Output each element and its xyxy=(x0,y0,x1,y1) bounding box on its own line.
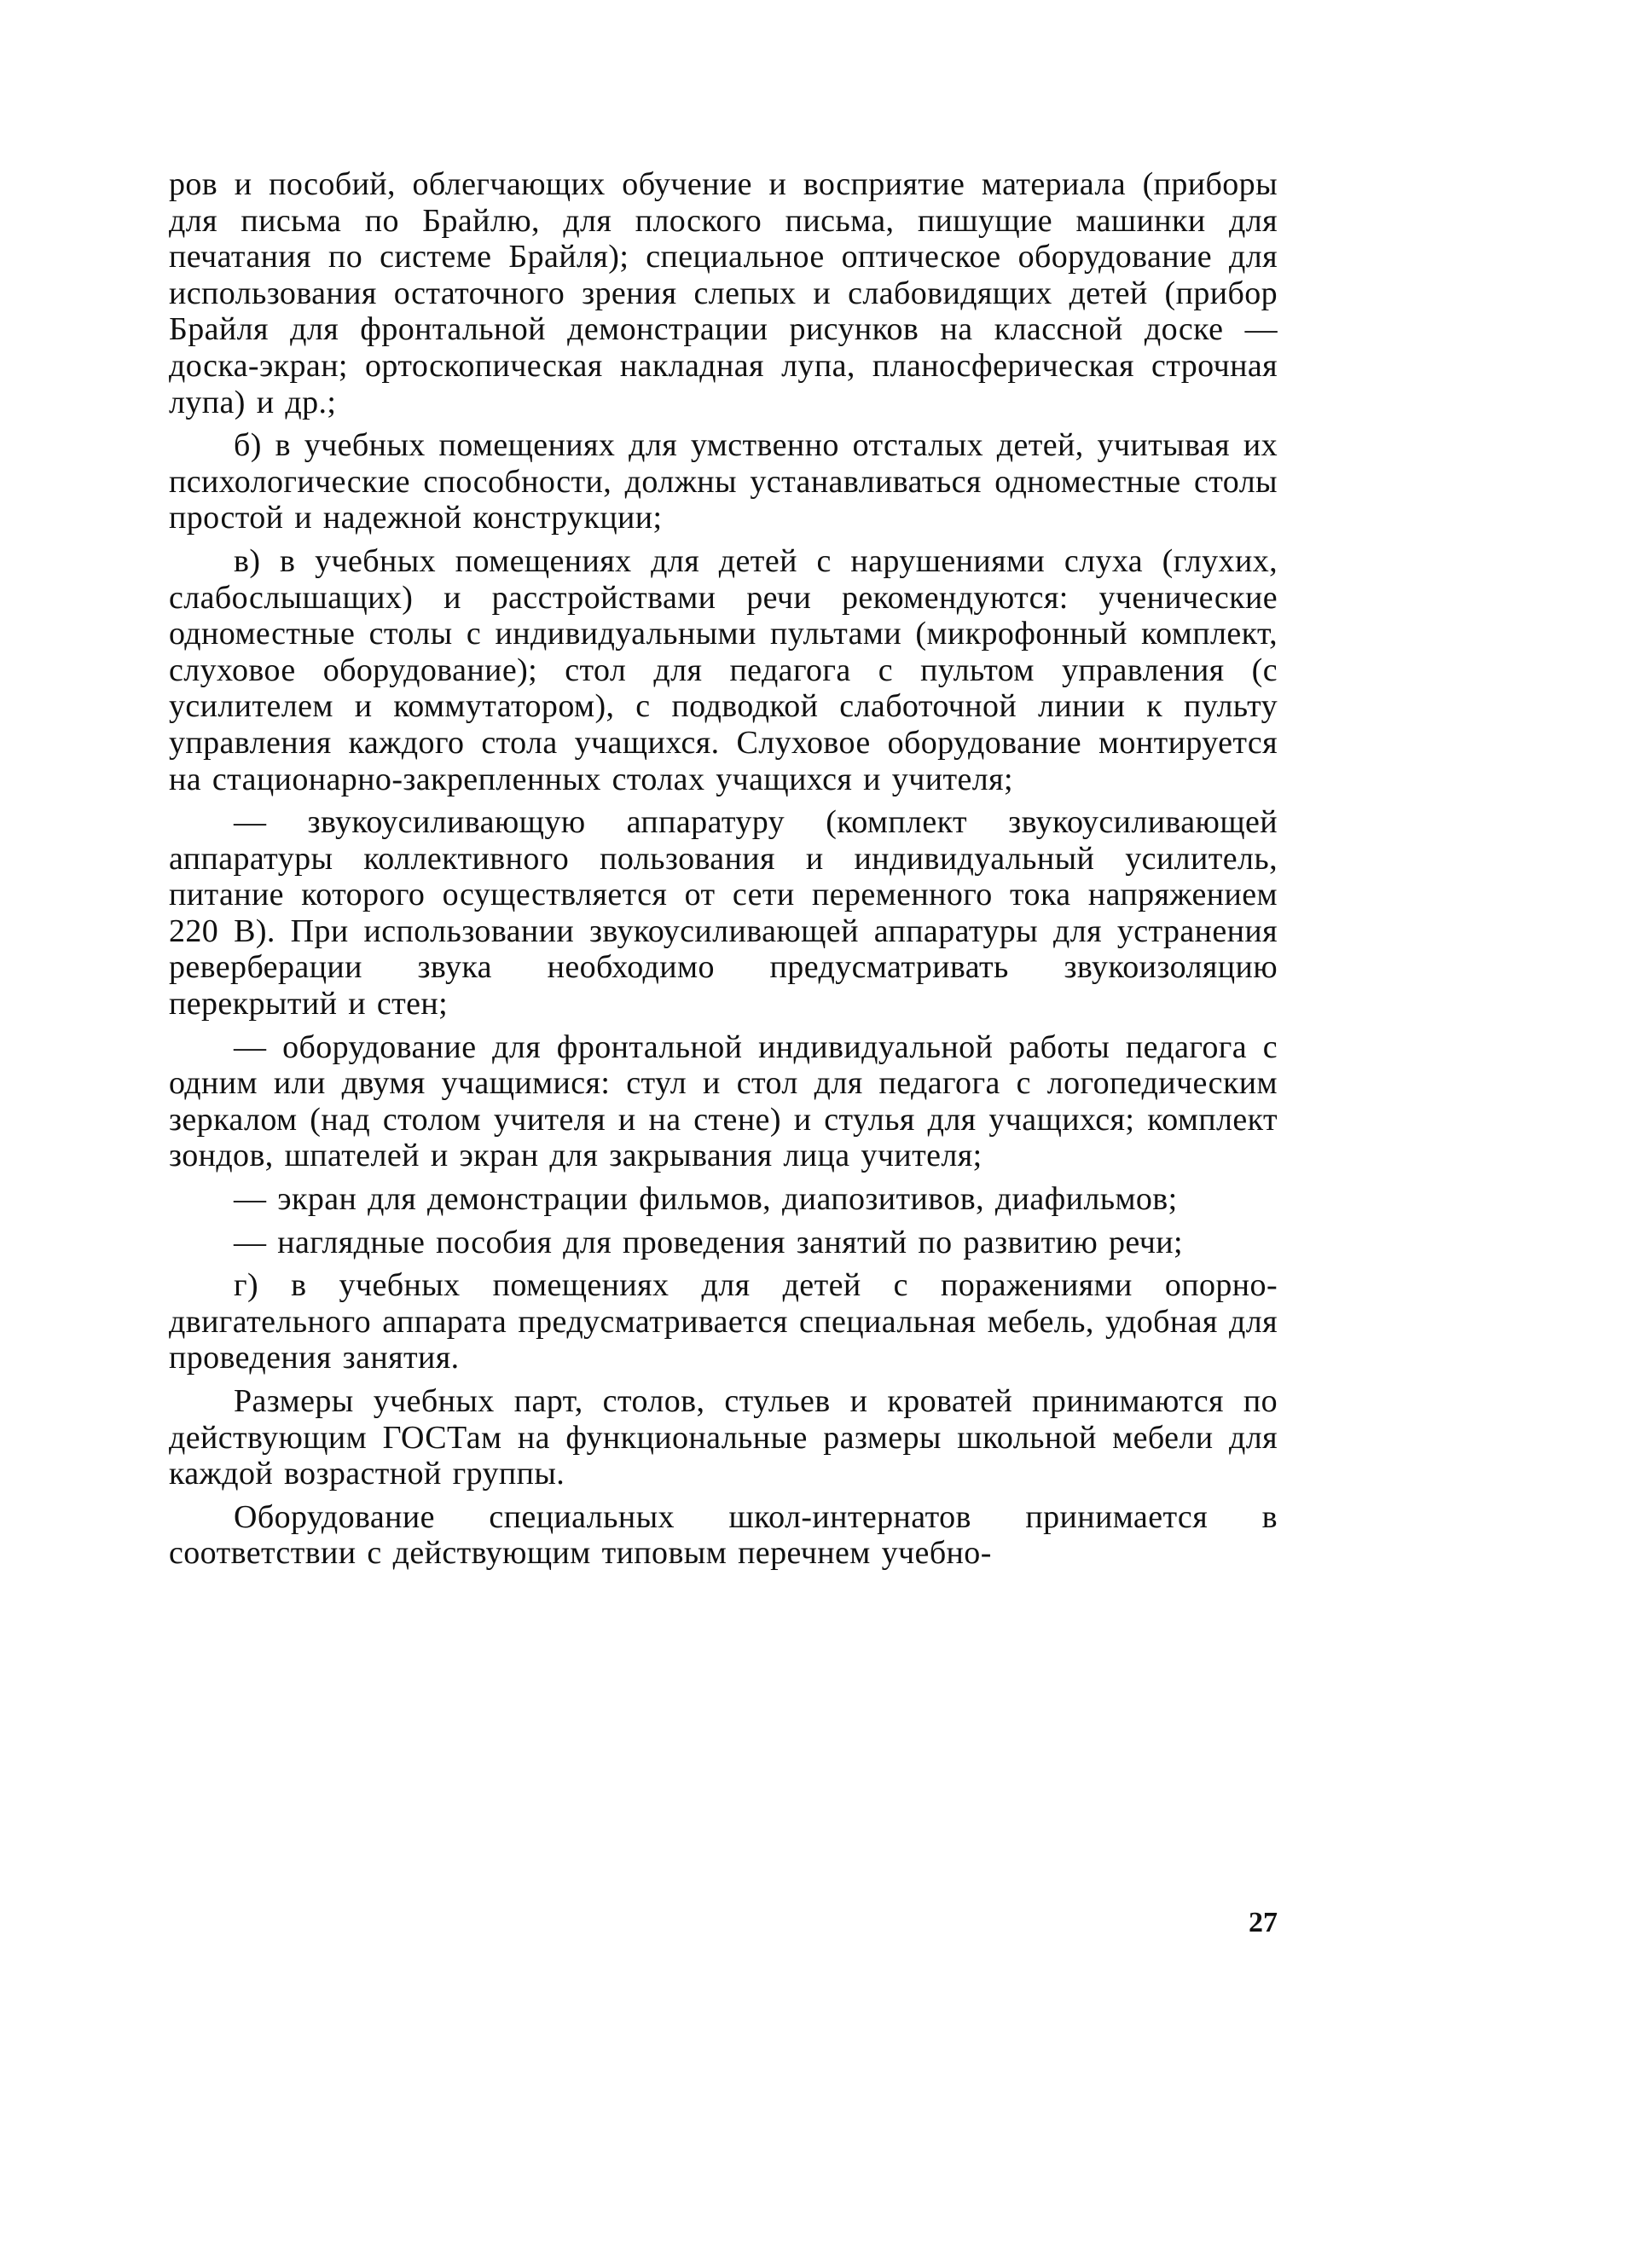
paragraph-film-screen: — экран для демонстрации фильмов, диапозитивов, диафильмов; xyxy=(234,1181,1178,1218)
paragraph-item-b: б) в учебных помещениях для умственно отсталых детей, учитывая их психологические способности, должны устанавливаться одноместные столы простой и надежной конструкции; xyxy=(169,427,1278,536)
paragraph-item-g: г) в учебных помещениях для детей с поражениями опорно-двигательного аппарата предусматривается специальная мебель, удобная для проведения занятия. xyxy=(169,1267,1278,1376)
paragraph-item-v: в) в учебных помещениях для детей с нарушениями слуха (глухих, слабослышащих) и расстройствами речи рекомендуются: ученические одноместные столы с индивидуальными пультами (микрофонный комплект, слуховое оборудование); стол для педагога с пультом управления (с усилителем и коммутатором), с подводкой слаботочной линии к пульту управления каждого стола учащихся. Слуховое оборудование монтируется на стационарно-закрепленных столах учащихся и учителя; xyxy=(169,542,1278,797)
body-text xyxy=(169,166,1278,1579)
paragraph-boarding-school-equipment: Оборудование специальных школ-интернатов принимается в соответствии с действующим типовым перечнем учебно- xyxy=(169,1498,1278,1572)
paragraph-continuation: ров и пособий, облегчающих обучение и восприятие материала (приборы для письма по Брайлю, для плоского письма, пишущие машинки для печатания по системе Брайля); специальное оптическое оборудование для использования остаточного зрения слепых и слабовидящих детей (прибор Брайля для фронтальной демонстрации рисунков на классной доске — доска-экран; ортоскопическая накладная лупа, планосферическая строчная лупа) и др.; xyxy=(169,166,1278,420)
paragraph-frontal-work-equipment: — оборудование для фронтальной индивидуальной работы педагога с одним или двумя учащимися: стул и стол для педагога с логопедическим зеркалом (над столом учителя и на стене) и стулья для учащихся; комплект зондов, шпателей и экран для закрывания лица учителя; xyxy=(169,1028,1278,1174)
paragraph-sound-equipment: — звукоусиливающую аппаратуру (комплект звукоусиливающей аппаратуры коллективного пользования и индивидуальный усилитель, питание которого осуществляется от сети переменного тока напряжением 220 В). При использовании звукоусиливающей аппаратуры для устранения реверберации звука необходимо предусматривать звукоизоляцию перекрытий и стен; xyxy=(169,804,1278,1022)
paragraph-furniture-sizes: Размеры учебных парт, столов, стульев и кроватей принимаются по действующим ГОСТам на функциональные размеры школьной мебели для каждой возрастной группы. xyxy=(169,1383,1278,1492)
paragraph-visual-aids: — наглядные пособия для проведения занятий по развитию речи; xyxy=(234,1224,1183,1260)
page-number: 27 xyxy=(1249,1907,1278,1938)
